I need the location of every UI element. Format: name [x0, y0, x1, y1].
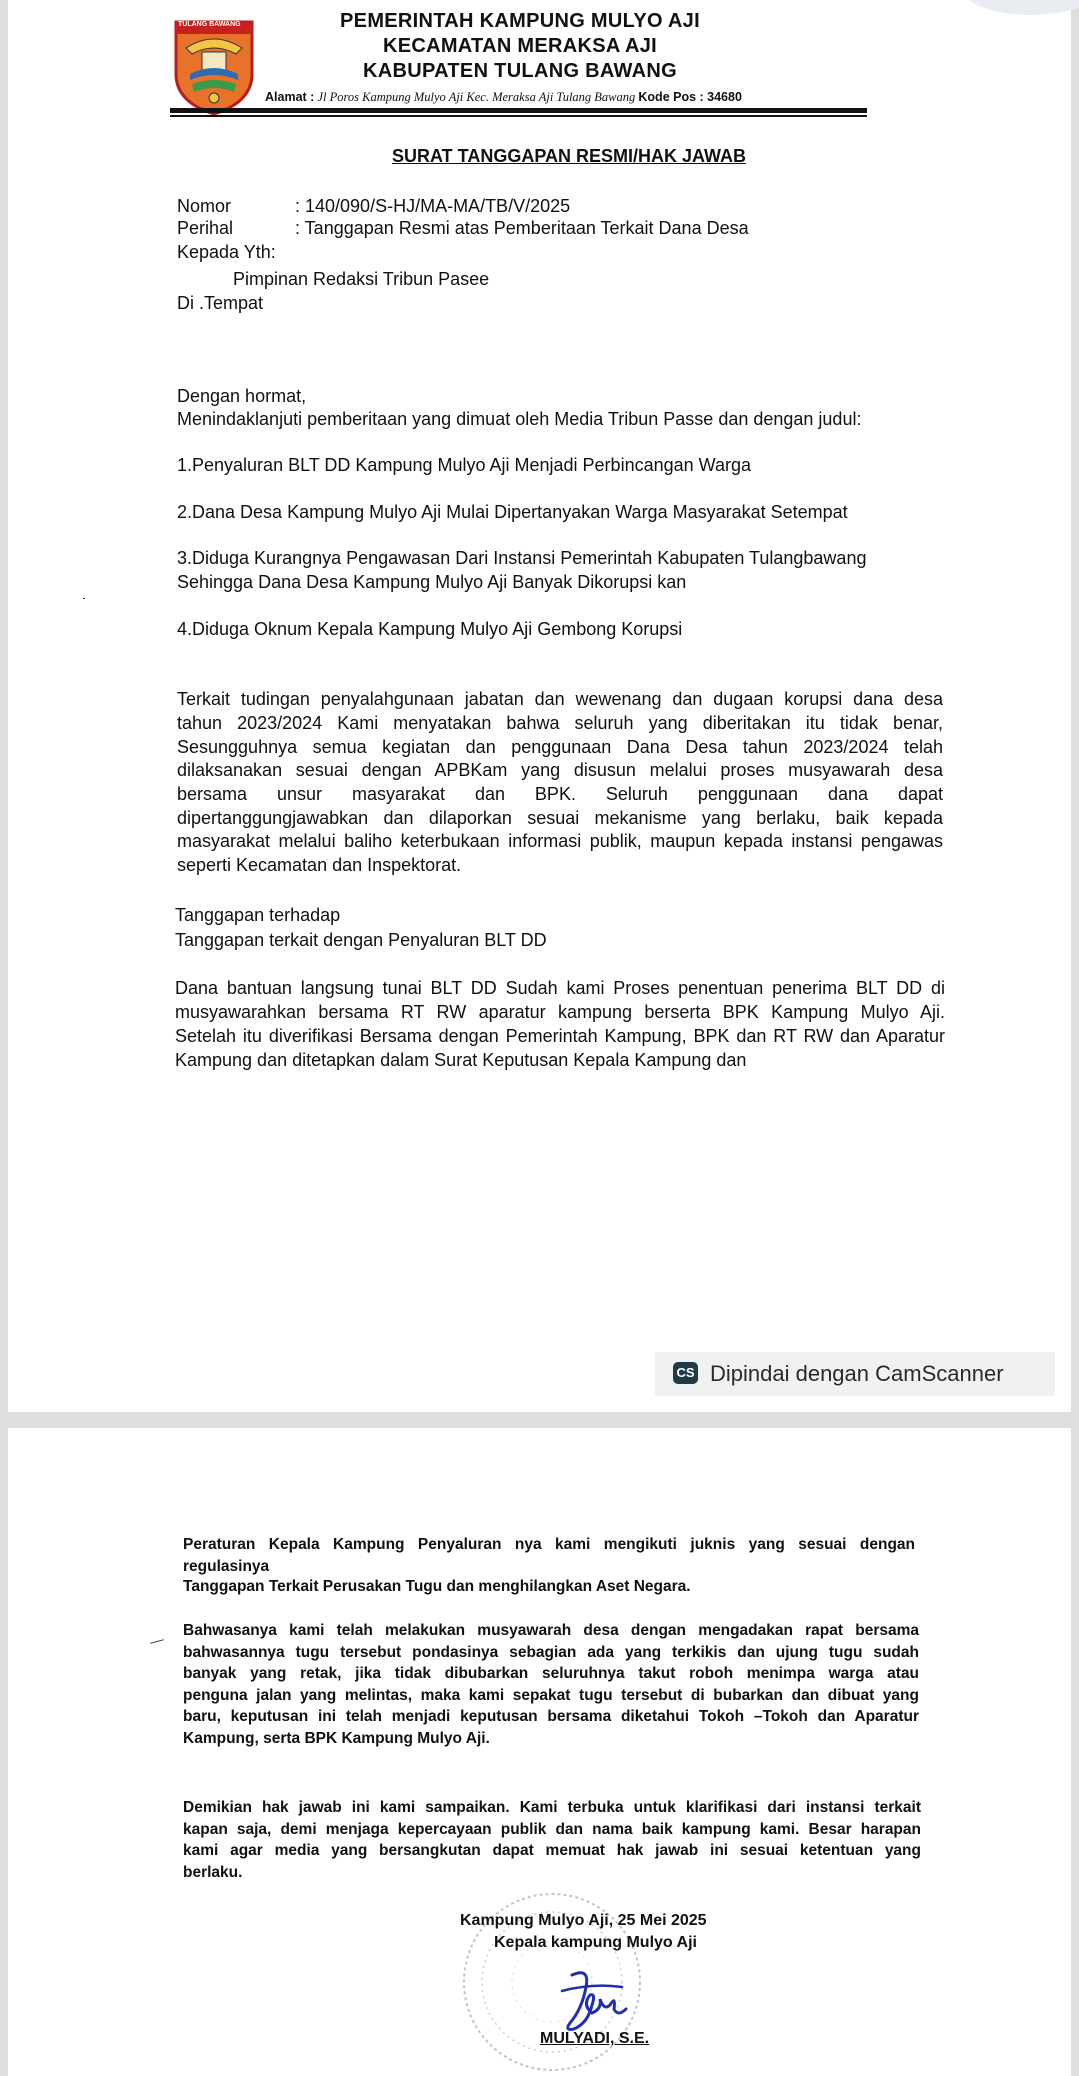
paragraph-line: banyak yang retak, jika tidak dibubarkan seluruhnya takut roboh menimpa warga atau — [183, 1665, 919, 1682]
letterhead-address — [265, 90, 742, 105]
paragraph-line: Kampung dan ditetapkan dalam Surat Keputusan Kepala Kampung dan — [175, 1050, 747, 1070]
headline-item-3-cont: Sehingga Dana Desa Kampung Mulyo Aji Banyak Dikorupsi kan — [177, 572, 687, 592]
recipient-place: Di .Tempat — [177, 293, 264, 313]
signer-name: MULYADI, S.E. — [540, 2030, 650, 2047]
paragraph-line: berlaku. — [183, 1864, 243, 1881]
paragraph-line: bersama unsur masyarakat dan BPK. Seluruh penggunaan dana dapat — [177, 784, 943, 804]
nomor-value: : 140/090/S-HJ/MA-MA/TB/V/2025 — [295, 196, 571, 216]
intro-text: Menindaklanjuti pemberitaan yang dimuat oleh Media Tribun Passe dan dengan judul: — [177, 409, 862, 429]
letterhead-line-district: KECAMATAN MERAKSA AJI — [382, 35, 658, 57]
paragraph-line: regulasinya — [183, 1558, 270, 1575]
paragraph-line: kapan saja, demi menjaga kepercayaan publik dan nama baik kampung kami. Besar harapan — [183, 1821, 921, 1838]
paragraph-line: bahwasannya tugu tersebut pondasinya sebagian ada yang terkikis dan ujung tugu sudah — [183, 1644, 919, 1661]
paragraph-line: Sesungguhnya semua kegiatan dan penggunaan Dana Desa tahun 2023/2024 telah — [177, 737, 943, 757]
scan-speck — [83, 598, 85, 599]
address-text: Jl Poros Kampung Mulyo Aji Kec. Meraksa Aji Tulang Bawang — [317, 90, 636, 104]
paragraph-line: Demikian hak jawab ini kami sampaikan. Kami terbuka untuk klarifikasi dari instansi terkait — [183, 1799, 921, 1816]
kepada-label: Kepada Yth: — [177, 242, 276, 262]
headline-item-3: 3.Diduga Kurangnya Pengawasan Dari Instansi Pemerintah Kabupaten Tulangbawang — [177, 548, 867, 568]
letterhead-line-government: PEMERINTAH KAMPUNG MULYO AJI — [340, 10, 700, 32]
paragraph-line: Kampung, serta BPK Kampung Mulyo Aji. — [183, 1730, 490, 1747]
paragraph-line: penguna jalan yang melintas, maka kami sepakat tugu tersebut di bubarkan dan dibuat yang — [183, 1687, 919, 1704]
response-subheading: Tanggapan terkait dengan Penyaluran BLT DD — [175, 930, 547, 950]
logo-banner-text: TULANG BAWANG — [178, 21, 241, 28]
letterhead-rule-thick — [170, 108, 867, 113]
paragraph-line: baru, keputusan ini telah menjadi keputusan bersama diketahui Tokoh –Tokoh dan Aparatur — [183, 1708, 919, 1725]
paragraph-line: dilaksanakan sesuai dengan APBKam yang disusun melalui proses musyawarah desa — [177, 760, 943, 780]
address-postcode: Kode Pos : 34680 — [638, 90, 742, 104]
headline-item-2: 2.Dana Desa Kampung Mulyo Aji Mulai Dipertanyakan Warga Masyarakat Setempat — [177, 502, 848, 522]
greeting: Dengan hormat, — [177, 386, 307, 406]
perihal-value: : Tanggapan Resmi atas Pemberitaan Terkait Dana Desa — [295, 218, 749, 238]
paragraph-line: Bahwasanya kami telah melakukan musyawarah desa dengan mengadakan rapat bersama — [183, 1622, 919, 1639]
letterhead-line-regency: KABUPATEN TULANG BAWANG — [363, 60, 677, 82]
paragraph-line: Setelah itu diverifikasi Bersama dengan Pemerintah Kampung, BPK dan RT RW dan Aparatur — [175, 1026, 945, 1046]
paragraph-line: masyarakat melalui baliho keterbukaan informasi publik, maupun kepada instansi pengawas — [177, 831, 943, 851]
paragraph-line: Terkait tudingan penyalahgunaan jabatan dan wewenang dan dugaan korupsi dana desa — [177, 689, 943, 709]
camscanner-watermark — [655, 1352, 1055, 1396]
corner-shadow — [961, 0, 1079, 15]
nomor-label: Nomor — [177, 196, 232, 216]
camscanner-icon: CS — [673, 1362, 698, 1384]
letter-title: SURAT TANGGAPAN RESMI/HAK JAWAB — [392, 146, 747, 166]
response-heading: Tanggapan terhadap — [175, 905, 341, 925]
signature-position: Kepala kampung Mulyo Aji — [494, 1934, 697, 1951]
paragraph-line: tahun 2023/2024 Kami menyatakan bahwa seluruh yang diberitakan itu tidak benar, — [177, 713, 943, 733]
address-label: Alamat : — [265, 90, 315, 104]
paragraph-line: kami agar media yang bersangkutan dapat memuat hak jawab ini sesuai ketentuan yang — [183, 1842, 921, 1859]
signature-place-date: Kampung Mulyo Aji, 25 Mei 2025 — [460, 1912, 707, 1929]
regency-logo-emblem — [172, 18, 256, 116]
letterhead-rule-thin — [170, 115, 867, 117]
camscanner-label: Dipindai dengan CamScanner — [710, 1361, 1004, 1386]
paragraph-line: musyawarahkan bersama RT RW aparatur kampung berserta BPK Kampung Mulyo Aji. — [175, 1002, 945, 1022]
headline-item-4: 4.Diduga Oknum Kepala Kampung Mulyo Aji Gembong Korupsi — [177, 619, 683, 639]
paragraph-line: seperti Kecamatan dan Inspektorat. — [177, 855, 462, 875]
tugu-heading: Tanggapan Terkait Perusakan Tugu dan menghilangkan Aset Negara. — [183, 1578, 691, 1595]
paragraph-line: Peraturan Kepala Kampung Penyaluran nya kami mengikuti juknis yang sesuai dengan — [183, 1536, 915, 1553]
recipient-name: Pimpinan Redaksi Tribun Pasee — [233, 269, 490, 289]
paragraph-line: Dana bantuan langsung tunai BLT DD Sudah kami Proses penentuan penerima BLT DD di — [175, 978, 945, 998]
perihal-label: Perihal — [177, 218, 234, 238]
paragraph-line: dipertanggungjawabkan dan dilaporkan sesuai mekanisme yang berlaku, baik kepada — [177, 808, 943, 828]
headline-item-1: 1.Penyaluran BLT DD Kampung Mulyo Aji Menjadi Perbincangan Warga — [177, 455, 751, 475]
